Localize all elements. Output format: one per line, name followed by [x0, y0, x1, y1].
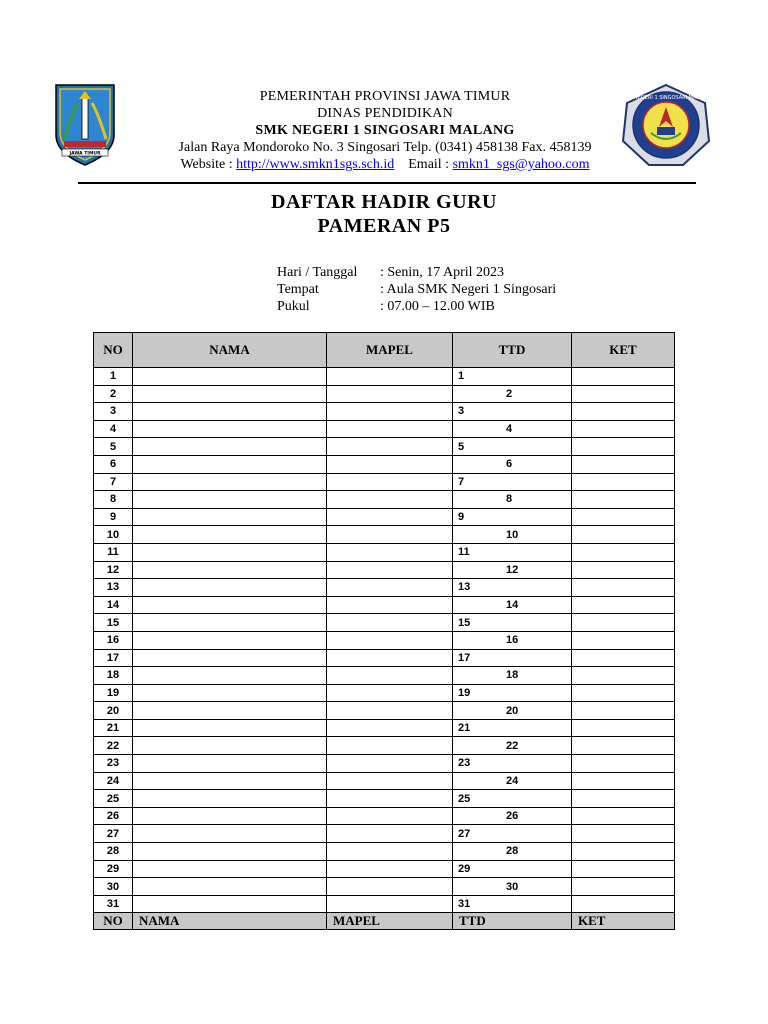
- ket-cell[interactable]: [572, 790, 675, 808]
- ttd-cell[interactable]: 15: [453, 614, 572, 632]
- footer-nama: NAMA: [133, 913, 327, 930]
- row-number: 12: [94, 561, 133, 579]
- nama-cell[interactable]: [133, 579, 327, 597]
- mapel-cell[interactable]: [327, 790, 453, 808]
- nama-cell[interactable]: [133, 596, 327, 614]
- document-title: DAFTAR HADIR GURU: [271, 191, 497, 213]
- ttd-cell[interactable]: 11: [453, 543, 572, 561]
- mapel-cell[interactable]: [327, 860, 453, 878]
- school-emblem-icon: [621, 83, 711, 167]
- ket-cell[interactable]: [572, 455, 675, 473]
- mapel-cell[interactable]: [327, 385, 453, 403]
- ket-cell[interactable]: [572, 667, 675, 685]
- mapel-cell[interactable]: [327, 702, 453, 720]
- ket-cell[interactable]: [572, 473, 675, 491]
- footer-no: NO: [94, 913, 133, 930]
- nama-cell[interactable]: [133, 825, 327, 843]
- nama-cell[interactable]: [133, 614, 327, 632]
- event-info: [277, 264, 556, 315]
- mapel-cell[interactable]: [327, 473, 453, 491]
- ket-cell[interactable]: [572, 491, 675, 509]
- footer-ttd: TTD: [453, 913, 572, 930]
- ket-cell[interactable]: [572, 508, 675, 526]
- right-logo-caption: SMK NEGERI 1 SINGOSARI MALANG: [621, 95, 711, 101]
- mapel-cell[interactable]: [327, 561, 453, 579]
- row-number: 5: [94, 438, 133, 456]
- table-row: [94, 561, 675, 579]
- website-label: Website :: [180, 157, 233, 172]
- info-value: : Senin, 17 April 2023: [380, 265, 505, 280]
- letterhead-divider: [78, 182, 696, 184]
- ttd-cell[interactable]: 6: [453, 455, 572, 473]
- row-number: 31: [94, 895, 133, 913]
- table-row: [94, 667, 675, 685]
- mapel-cell[interactable]: [327, 438, 453, 456]
- nama-cell[interactable]: [133, 843, 327, 861]
- table-row: [94, 860, 675, 878]
- footer-ket: KET: [572, 913, 675, 930]
- ket-cell[interactable]: [572, 649, 675, 667]
- ttd-cell[interactable]: 3: [453, 403, 572, 421]
- header-nama: NAMA: [133, 333, 327, 368]
- nama-cell[interactable]: [133, 561, 327, 579]
- header-no: NO: [94, 333, 133, 368]
- table-row: [94, 385, 675, 403]
- table-row: [94, 702, 675, 720]
- ttd-cell[interactable]: 14: [453, 596, 572, 614]
- row-number: 1: [94, 368, 133, 386]
- mapel-cell[interactable]: [327, 403, 453, 421]
- mapel-cell[interactable]: [327, 614, 453, 632]
- table-row: [94, 843, 675, 861]
- info-label: Pukul: [277, 299, 310, 314]
- table-row: [94, 420, 675, 438]
- nama-cell[interactable]: [133, 508, 327, 526]
- mapel-cell[interactable]: [327, 508, 453, 526]
- ket-cell[interactable]: [572, 755, 675, 773]
- ket-cell[interactable]: [572, 737, 675, 755]
- table-row: [94, 737, 675, 755]
- row-number: 23: [94, 755, 133, 773]
- ket-cell[interactable]: [572, 807, 675, 825]
- letterhead: [0, 0, 768, 190]
- ttd-cell[interactable]: 13: [453, 579, 572, 597]
- ttd-cell[interactable]: 10: [453, 526, 572, 544]
- table-row: [94, 526, 675, 544]
- ttd-cell[interactable]: 29: [453, 860, 572, 878]
- ket-cell[interactable]: [572, 403, 675, 421]
- table-header-row: [94, 333, 675, 368]
- mapel-cell[interactable]: [327, 878, 453, 896]
- mapel-cell[interactable]: [327, 667, 453, 685]
- table-row: [94, 649, 675, 667]
- ket-cell[interactable]: [572, 596, 675, 614]
- info-label: Tempat: [277, 282, 319, 297]
- nama-cell[interactable]: [133, 649, 327, 667]
- row-number: 24: [94, 772, 133, 790]
- info-row-time: [277, 298, 556, 315]
- row-number: 26: [94, 807, 133, 825]
- ket-cell[interactable]: [572, 772, 675, 790]
- mapel-cell[interactable]: [327, 737, 453, 755]
- table-row: [94, 596, 675, 614]
- ket-cell[interactable]: [572, 579, 675, 597]
- row-number: 17: [94, 649, 133, 667]
- ttd-cell[interactable]: 4: [453, 420, 572, 438]
- ket-cell[interactable]: [572, 719, 675, 737]
- table-row: [94, 755, 675, 773]
- row-number: 11: [94, 543, 133, 561]
- mapel-cell[interactable]: [327, 579, 453, 597]
- table-row: [94, 772, 675, 790]
- mapel-cell[interactable]: [327, 491, 453, 509]
- info-value: : 07.00 – 12.00 WIB: [380, 299, 495, 314]
- nama-cell[interactable]: [133, 878, 327, 896]
- nama-cell[interactable]: [133, 737, 327, 755]
- mapel-cell[interactable]: [327, 368, 453, 386]
- email-link[interactable]: smkn1_sgs@yahoo.com: [452, 157, 590, 172]
- row-number: 25: [94, 790, 133, 808]
- table-row: [94, 878, 675, 896]
- row-number: 4: [94, 420, 133, 438]
- ket-cell[interactable]: [572, 878, 675, 896]
- header-ket: KET: [572, 333, 675, 368]
- ttd-cell[interactable]: 22: [453, 737, 572, 755]
- ttd-cell[interactable]: 18: [453, 667, 572, 685]
- ttd-cell[interactable]: 30: [453, 878, 572, 896]
- row-number: 15: [94, 614, 133, 632]
- nama-cell[interactable]: [133, 807, 327, 825]
- row-number: 2: [94, 385, 133, 403]
- row-number: 19: [94, 684, 133, 702]
- ket-cell[interactable]: [572, 438, 675, 456]
- nama-cell[interactable]: [133, 526, 327, 544]
- table-row: [94, 684, 675, 702]
- ttd-cell[interactable]: 25: [453, 790, 572, 808]
- ttd-cell[interactable]: 19: [453, 684, 572, 702]
- table-row: [94, 455, 675, 473]
- row-number: 7: [94, 473, 133, 491]
- row-number: 30: [94, 878, 133, 896]
- contact-line: [130, 156, 640, 173]
- row-number: 16: [94, 631, 133, 649]
- mapel-cell[interactable]: [327, 420, 453, 438]
- nama-cell[interactable]: [133, 667, 327, 685]
- mapel-cell[interactable]: [327, 843, 453, 861]
- info-value: : Aula SMK Negeri 1 Singosari: [380, 282, 557, 297]
- mapel-cell[interactable]: [327, 631, 453, 649]
- ttd-cell[interactable]: 28: [453, 843, 572, 861]
- mapel-cell[interactable]: [327, 895, 453, 913]
- ket-cell[interactable]: [572, 420, 675, 438]
- table-body: [94, 368, 675, 913]
- nama-cell[interactable]: [133, 684, 327, 702]
- table-row: [94, 895, 675, 913]
- nama-cell[interactable]: [133, 385, 327, 403]
- mapel-cell[interactable]: [327, 825, 453, 843]
- nama-cell[interactable]: [133, 772, 327, 790]
- nama-cell[interactable]: [133, 543, 327, 561]
- mapel-cell[interactable]: [327, 684, 453, 702]
- ttd-cell[interactable]: 1: [453, 368, 572, 386]
- ttd-cell[interactable]: 31: [453, 895, 572, 913]
- ttd-cell[interactable]: 21: [453, 719, 572, 737]
- nama-cell[interactable]: [133, 473, 327, 491]
- nama-cell[interactable]: [133, 702, 327, 720]
- letterhead-text: [130, 88, 640, 173]
- row-number: 18: [94, 667, 133, 685]
- ket-cell[interactable]: [572, 631, 675, 649]
- ket-cell[interactable]: [572, 614, 675, 632]
- ttd-cell[interactable]: 5: [453, 438, 572, 456]
- ket-cell[interactable]: [572, 702, 675, 720]
- ttd-cell[interactable]: 26: [453, 807, 572, 825]
- nama-cell[interactable]: [133, 631, 327, 649]
- nama-cell[interactable]: [133, 790, 327, 808]
- ttd-cell[interactable]: 20: [453, 702, 572, 720]
- mapel-cell[interactable]: [327, 755, 453, 773]
- nama-cell[interactable]: [133, 403, 327, 421]
- row-number: 8: [94, 491, 133, 509]
- header-mapel: MAPEL: [327, 333, 453, 368]
- ttd-cell[interactable]: 7: [453, 473, 572, 491]
- government-line: PEMERINTAH PROVINSI JAWA TIMUR: [259, 89, 511, 104]
- row-number: 14: [94, 596, 133, 614]
- table-footer-row: [94, 913, 675, 930]
- mapel-cell[interactable]: [327, 596, 453, 614]
- row-number: 9: [94, 508, 133, 526]
- mapel-cell[interactable]: [327, 543, 453, 561]
- ket-cell[interactable]: [572, 825, 675, 843]
- mapel-cell[interactable]: [327, 719, 453, 737]
- nama-cell[interactable]: [133, 368, 327, 386]
- table-row: [94, 807, 675, 825]
- nama-cell[interactable]: [133, 491, 327, 509]
- email-label: Email :: [408, 157, 450, 172]
- row-number: 27: [94, 825, 133, 843]
- nama-cell[interactable]: [133, 438, 327, 456]
- ttd-cell[interactable]: 17: [453, 649, 572, 667]
- table-row: [94, 719, 675, 737]
- ket-cell[interactable]: [572, 543, 675, 561]
- nama-cell[interactable]: [133, 420, 327, 438]
- nama-cell[interactable]: [133, 455, 327, 473]
- school-address: Jalan Raya Mondoroko No. 3 Singosari Telp. (0341) 458138 Fax. 458139: [178, 140, 592, 155]
- row-number: 6: [94, 455, 133, 473]
- ttd-cell[interactable]: 24: [453, 772, 572, 790]
- footer-mapel: MAPEL: [327, 913, 453, 930]
- row-number: 20: [94, 702, 133, 720]
- ttd-cell[interactable]: 23: [453, 755, 572, 773]
- info-row-date: [277, 264, 556, 281]
- east-java-emblem-icon: [52, 83, 118, 167]
- row-number: 28: [94, 843, 133, 861]
- table-row: [94, 631, 675, 649]
- ket-cell[interactable]: [572, 895, 675, 913]
- document-subtitle: PAMERAN P5: [317, 215, 451, 237]
- ttd-cell[interactable]: 8: [453, 491, 572, 509]
- ttd-cell[interactable]: 16: [453, 631, 572, 649]
- ket-cell[interactable]: [572, 561, 675, 579]
- table-row: [94, 508, 675, 526]
- table-row: [94, 614, 675, 632]
- ket-cell[interactable]: [572, 368, 675, 386]
- ttd-cell[interactable]: 9: [453, 508, 572, 526]
- nama-cell[interactable]: [133, 719, 327, 737]
- school-name: SMK NEGERI 1 SINGOSARI MALANG: [255, 123, 515, 138]
- ket-cell[interactable]: [572, 385, 675, 403]
- mapel-cell[interactable]: [327, 772, 453, 790]
- row-number: 3: [94, 403, 133, 421]
- ket-cell[interactable]: [572, 860, 675, 878]
- department-line: DINAS PENDIDIKAN: [317, 106, 453, 121]
- table-row: [94, 368, 675, 386]
- ttd-cell[interactable]: 12: [453, 561, 572, 579]
- table-row: [94, 491, 675, 509]
- row-number: 29: [94, 860, 133, 878]
- website-link[interactable]: http://www.smkn1sgs.sch.id: [236, 157, 395, 172]
- mapel-cell[interactable]: [327, 807, 453, 825]
- info-row-place: [277, 281, 556, 298]
- mapel-cell[interactable]: [327, 455, 453, 473]
- ket-cell[interactable]: [572, 684, 675, 702]
- info-label: Hari / Tanggal: [277, 265, 358, 280]
- row-number: 22: [94, 737, 133, 755]
- nama-cell[interactable]: [133, 755, 327, 773]
- mapel-cell[interactable]: [327, 526, 453, 544]
- table-row: [94, 825, 675, 843]
- ttd-cell[interactable]: 27: [453, 825, 572, 843]
- row-number: 21: [94, 719, 133, 737]
- nama-cell[interactable]: [133, 895, 327, 913]
- nama-cell[interactable]: [133, 860, 327, 878]
- ttd-cell[interactable]: 2: [453, 385, 572, 403]
- table-row: [94, 543, 675, 561]
- table-row: [94, 403, 675, 421]
- table-row: [94, 790, 675, 808]
- ket-cell[interactable]: [572, 526, 675, 544]
- table-row: [94, 473, 675, 491]
- row-number: 13: [94, 579, 133, 597]
- header-ttd: TTD: [453, 333, 572, 368]
- mapel-cell[interactable]: [327, 649, 453, 667]
- ket-cell[interactable]: [572, 843, 675, 861]
- row-number: 10: [94, 526, 133, 544]
- table-row: [94, 438, 675, 456]
- table-row: [94, 579, 675, 597]
- left-logo-caption: JAWA TIMUR: [69, 151, 101, 157]
- attendance-table: [93, 332, 675, 930]
